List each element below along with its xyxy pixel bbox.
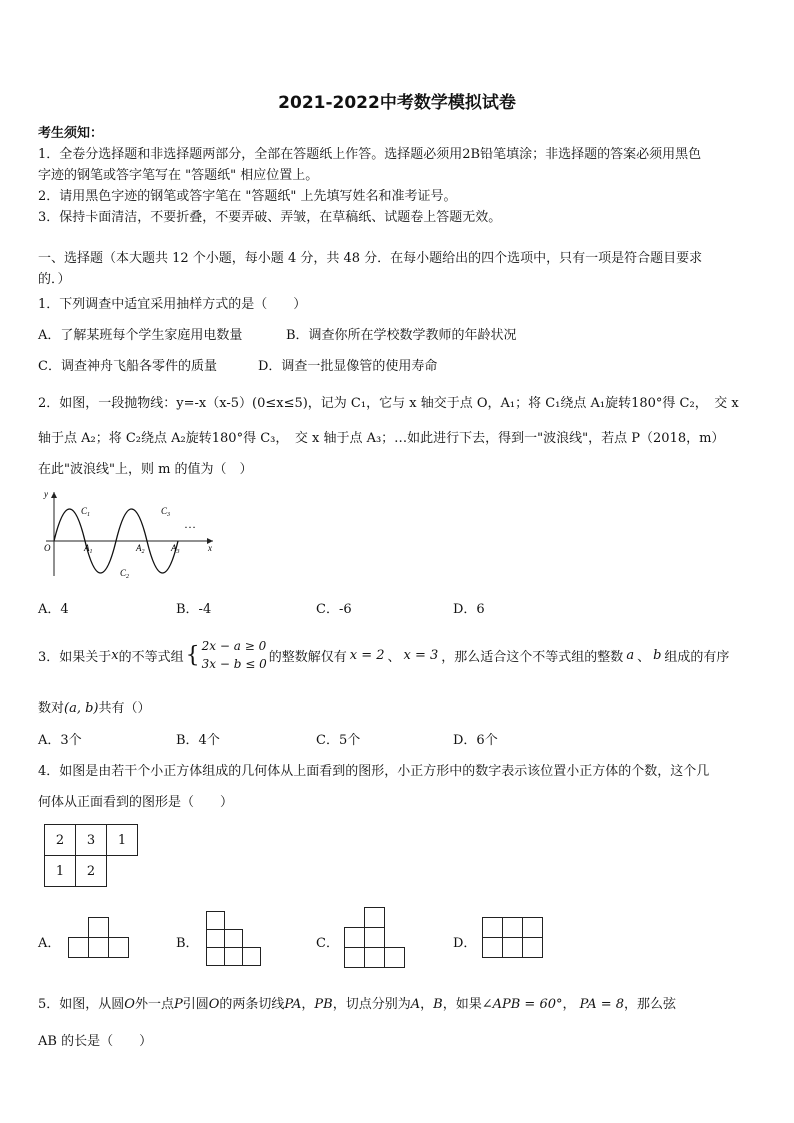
q4-option-c-figure xyxy=(344,906,408,968)
q3-option-c: C．5个 xyxy=(316,733,361,748)
q2-option-b: B．-4 xyxy=(176,602,212,617)
q4-option-d-label: D． xyxy=(453,936,477,951)
q4-option-a-figure xyxy=(68,916,132,960)
section-heading: 一、选择题（本大题共 12 个小题，每小题 4 分，共 48 分．在每小题给出的四个选项中，只有一项是符合题目要求 xyxy=(38,251,703,266)
q5-stem-line2: AB 的长是（ ） xyxy=(38,1034,153,1049)
q3-option-a: A．3个 xyxy=(38,733,82,748)
grid-cell: 2 xyxy=(75,855,107,887)
q4-option-b-label: B． xyxy=(176,936,199,951)
a3-label: $A_3$ xyxy=(171,543,180,555)
section-heading-cont: 的．） xyxy=(38,272,71,287)
q4-option-a-label: A． xyxy=(38,936,61,951)
q2-stem-line2: 轴于点 A₂；将 C₂绕点 A₂旋转180°得 C₃， 交 x 轴于点 A₃；…如此进行下去，得到一"波浪线"，若点 P（2018，m） xyxy=(38,431,725,446)
origin-label: O xyxy=(44,543,51,553)
brace: { xyxy=(185,642,200,668)
q2-option-d: D．6 xyxy=(453,602,485,617)
q2-stem-line3: 在此"波浪线"上，则 m 的值为（ ） xyxy=(38,462,253,477)
top-view-grid xyxy=(44,824,144,888)
notice-item-1: 1．全卷分选择题和非选择题两部分，全部在答题纸上作答。选择题必须用2B铅笔填涂；非选择题的答案必须用黑色 xyxy=(38,147,702,162)
notice-heading: 考生须知： xyxy=(38,126,104,141)
q4-option-d-figure xyxy=(482,916,546,960)
q1-option-a: A．了解某班每个学生家庭用电数量 xyxy=(38,328,243,343)
c1-label: $C_1$ xyxy=(81,506,91,518)
page-title: 2021-2022中考数学模拟试卷 xyxy=(278,93,516,113)
a1-label: $A_1$ xyxy=(84,543,93,555)
q1-option-d: D．调查一批显像管的使用寿命 xyxy=(258,359,438,374)
grid-cell: 2 xyxy=(44,824,76,856)
q4-option-c-label: C． xyxy=(316,936,339,951)
q1-option-b: B．调查你所在学校数学教师的年龄状况 xyxy=(286,328,517,343)
q1-stem: 1．下列调查中适宜采用抽样方式的是（ ） xyxy=(38,297,307,312)
q4-option-b-figure xyxy=(206,910,270,970)
q3-stem-line2: 数对(a, b)共有（） xyxy=(38,701,151,716)
q2-option-a: A．4 xyxy=(38,602,69,617)
q3-option-d: D．6个 xyxy=(453,733,498,748)
q5-stem-line1: 5．如图，从圆O外一点P引圆O的两条切线PA，PB，切点分别为A，B，如果∠APB = 60°， PA = 8，那么弦 xyxy=(38,997,677,1012)
wave-graph xyxy=(38,486,223,581)
notice-item-2: 2．请用黑色字迹的钢笔或答字笔在 "答题纸" 上先填写姓名和准考证号。 xyxy=(38,189,457,204)
a2-label: $A_2$ xyxy=(136,543,145,555)
c2-label: $C_2$ xyxy=(120,568,130,580)
grid-cell: 3 xyxy=(75,824,107,856)
y-label: y xyxy=(44,489,48,499)
continuation-dots: … xyxy=(184,517,196,531)
inequality-system: 2x − a ≥ 0 3x − b ≤ 0 xyxy=(201,639,267,671)
q3-stem-line1: 3．如果关于 x 的不等式组 { 2x − a ≥ 0 3x − b ≤ 0 的整数解仅有 x = 2 、 x = 3 ，那么适合这个不等式组的整数 a 、 b 组成的有序 xyxy=(38,639,730,671)
grid-cell: 1 xyxy=(44,855,76,887)
notice-item-3: 3．保持卡面清洁，不要折叠，不要弄破、弄皱，在草稿纸、试题卷上答题无效。 xyxy=(38,210,502,225)
y-axis-arrow xyxy=(51,492,57,498)
q3-option-b: B．4个 xyxy=(176,733,220,748)
grid-cell: 1 xyxy=(106,824,138,856)
q4-stem-line2: 何体从正面看到的图形是（ ） xyxy=(38,795,234,810)
q1-option-c: C．调查神舟飞船各零件的质量 xyxy=(38,359,217,374)
q2-stem-line1: 2．如图，一段抛物线：y=-x（x-5）(0≤x≤5)，记为 C₁，它与 x 轴交于点 O，A₁；将 C₁绕点 A₁旋转180°得 C₂， 交 x xyxy=(38,396,739,411)
q4-stem-line1: 4．如图是由若干个小正方体组成的几何体从上面看到的图形，小正方形中的数字表示该位置小正方体的个数，这个几 xyxy=(38,764,710,779)
notice-item-1-cont: 字迹的钢笔或答字笔写在 "答题纸" 相应位置上。 xyxy=(38,168,319,183)
x-label: x xyxy=(208,543,212,553)
q2-option-c: C．-6 xyxy=(316,602,352,617)
c3-label: $C_3$ xyxy=(161,506,171,518)
